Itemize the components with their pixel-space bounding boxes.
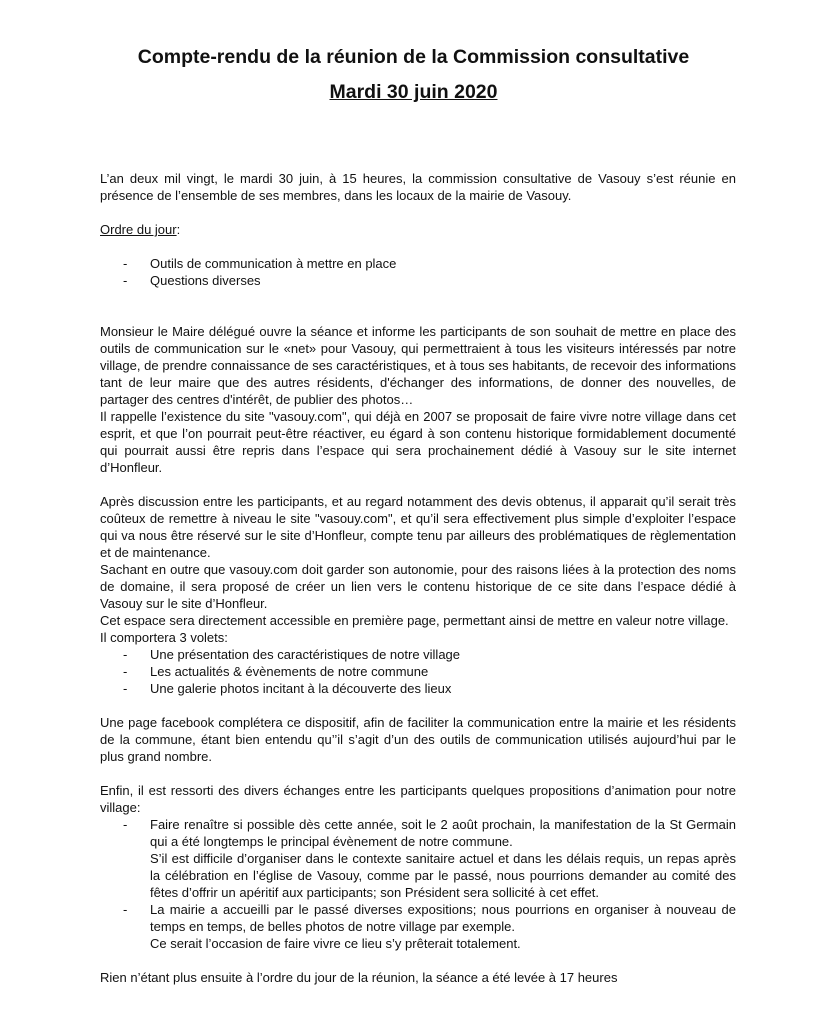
animation-item-2: La mairie a accueilli par le passé diverses expositions; nous pourrions en organiser à nouveau de temps en temps, de belles photos de notre village par exemple. (150, 902, 736, 934)
document-title: Compte-rendu de la réunion de la Commission consultative (137, 46, 690, 68)
document-body (100, 170, 736, 986)
animation-item (100, 816, 736, 850)
volet-item: - Une galerie photos incitant à la découverte des lieux (100, 680, 736, 697)
volet-item: - Les actualités & évènements de notre commune (100, 663, 736, 680)
document-date: Mardi 30 juin 2020 (329, 81, 498, 103)
agenda-item: - Questions diverses (100, 272, 736, 289)
section2-paragraph-2: Sachant en outre que vasouy.com doit garder son autonomie, pour des raisons liées à la protection des noms de domaine, il sera proposé de créer un lien vers le contenu historique de ce site dans l’espace dédié à Vasouy sur le site d’Honfleur. (100, 562, 736, 611)
section1-paragraph-2: Il rappelle l’existence du site "vasouy.com", qui déjà en 2007 se proposait de faire vivre notre village dans cet esprit, et que l’on pourrait peut-être réactiver, eu égard à son contenu historique formidablement documenté qui pourrait aussi être repris dans l’espace qui sera prochainement dédié à Vasouy sur le site internet d’Honfleur. (100, 409, 736, 475)
animation-list-2 (100, 901, 736, 935)
animation-item (100, 901, 736, 935)
volet-item: - Une présentation des caractéristiques de notre village (100, 646, 736, 663)
agenda-list (100, 255, 736, 289)
intro-paragraph: L’an deux mil vingt, le mardi 30 juin, à 15 heures, la commission consultative de Vasouy s’est réunie en présence de l’ensemble de ses membres, dans les locaux de la mairie de Vasouy. (100, 171, 736, 203)
animation-list (100, 816, 736, 850)
section2-paragraph-3: Cet espace sera directement accessible en première page, permettant ainsi de mettre en valeur notre village. (100, 613, 729, 628)
agenda-item: - Outils de communication à mettre en place (100, 255, 736, 272)
section2-paragraph-4: Il comportera 3 volets: (100, 630, 228, 645)
section1-paragraph-1: Monsieur le Maire délégué ouvre la séance et informe les participants de son souhait de mettre en place des outils de communication sur le «net» pour Vasouy, qui permettraient à tous les visiteurs intéressés par notre village, de prendre connaissance de ses caractéristiques, et à tous ses habitants, de recevoir des informations tant de leur maire que des autres résidents, d'échanger des informations, de donner des nouvelles, de partager des centres d'intérêt, de publier des photos… (100, 324, 736, 407)
closing-paragraph: Rien n’étant plus ensuite à l’ordre du jour de la réunion, la séance a été levée à 17 heures (100, 970, 618, 985)
agenda-colon: : (176, 222, 181, 237)
volets-list (100, 646, 736, 697)
agenda-label: Ordre du jour (100, 222, 177, 237)
animation-item-1: Faire renaître si possible dès cette année, soit le 2 août prochain, la manifestation de la St Germain qui a été longtemps le principal évènement de notre commune. (150, 817, 736, 849)
section4-paragraph-1: Enfin, il est ressorti des divers échanges entre les participants quelques propositions d’animation pour notre village: (100, 783, 736, 815)
section2-paragraph-1: Après discussion entre les participants, et au regard notamment des devis obtenus, il apparait qu’il serait très coûteux de remettre à niveau le site "vasouy.com", et qu’il sera effectivement plus simple d’exploiter l’espace qui va nous être réservé sur le site d’Honfleur, compte tenu par ailleurs des problématiques de règlementation et de maintenance. (100, 494, 736, 560)
animation-item-1-continued: S’il est difficile d’organiser dans le contexte sanitaire actuel et dans les délais requis, un repas après la célébration en l’église de Vasouy, comme par le passé, nous pourrions demander au comité des fêtes d’offrir un apéritif aux participants; son Président sera sollicité à cet effet. (150, 851, 736, 900)
agenda-heading (100, 221, 736, 238)
section3-paragraph-1: Une page facebook complétera ce dispositif, afin de faciliter la communication entre la mairie et les résidents de la commune, étant bien entendu qu’’il s’agit d’un des outils de communication utilisés aujourd’hui par le plus grand nombre. (100, 715, 736, 764)
animation-item-2-continued: Ce serait l’occasion de faire vivre ce lieu s’y prêterait totalement. (150, 936, 521, 951)
